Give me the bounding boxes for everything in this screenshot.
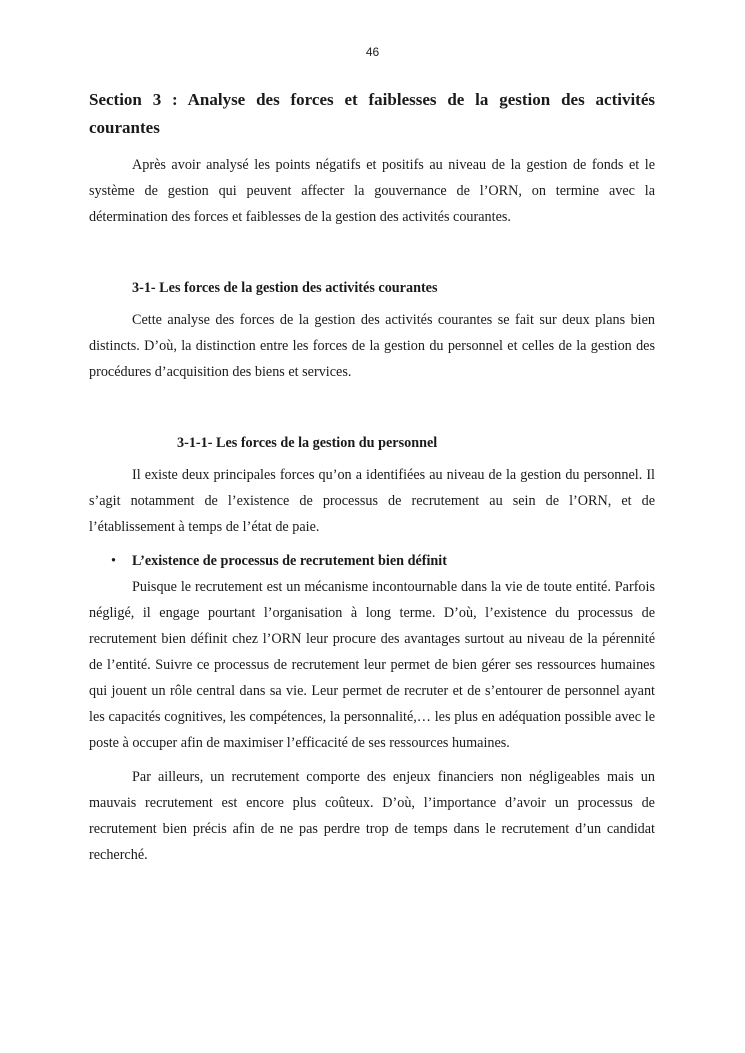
- subsection-3-1-title: 3-1- Les forces de la gestion des activités courantes: [132, 280, 438, 296]
- bullet-point-icon: •: [111, 553, 116, 569]
- bullet-paragraph-2: Par ailleurs, un recrutement comporte des enjeux financiers non négligeables mais un mauvais recrutement est encore plus coûteux. D’où, l’importance d’avoir un processus de recrutement bien précis afin de ne pas perdre trop de temps dans le recrutement d’un candidat recherché.: [89, 769, 655, 863]
- subsection-3-1-1-paragraph: Il existe deux principales forces qu’on a identifiées au niveau de la gestion du personnel. Il s’agit notamment de l’existence de processus de recrutement au sein de l’ORN, et de l’établissement à temps de l’état de paie.: [89, 467, 655, 535]
- bullet-paragraph-1: Puisque le recrutement est un mécanisme incontournable dans la vie de toute entité. Parfois négligé, il engage pourtant l’organisation à long terme. D’où, l’existence du processus de recrutement bien définit chez l’ORN leur procure des avantages surtout au niveau de la pérennité de l’entité. Suivre ce processus de recrutement leur permet de bien gérer ses ressources humaines qui jouent un rôle central dans sa vie. Leur permet de recruter et de s’entourer de personnel ayant les capacités cognitives, les compétences, la personnalité,… les plus en adéquation possible avec le poste à occuper afin de maximiser l’efficacité de ses ressources humaines.: [89, 579, 655, 751]
- page-content: [89, 86, 655, 868]
- subsection-3-1-paragraph: Cette analyse des forces de la gestion des activités courantes se fait sur deux plans bien distincts. D’où, la distinction entre les forces de la gestion du personnel et celles de la gestion des procédures d’acquisition des biens et services.: [89, 312, 655, 380]
- bullet-title: L’existence de processus de recrutement bien définit: [132, 553, 447, 569]
- page-number: 46: [365, 45, 380, 59]
- section-intro-paragraph: Après avoir analysé les points négatifs et positifs au niveau de la gestion de fonds et le système de gestion qui peuvent affecter la gouvernance de l’ORN, on termine avec la détermination des forces et faiblesses de la gestion des activités courantes.: [89, 157, 655, 225]
- section-title: Section 3 : Analyse des forces et faiblesses de la gestion des activités courantes: [89, 90, 655, 137]
- bullet-item: [89, 548, 655, 574]
- subsection-3-1-1-title: 3-1-1- Les forces de la gestion du personnel: [177, 435, 438, 451]
